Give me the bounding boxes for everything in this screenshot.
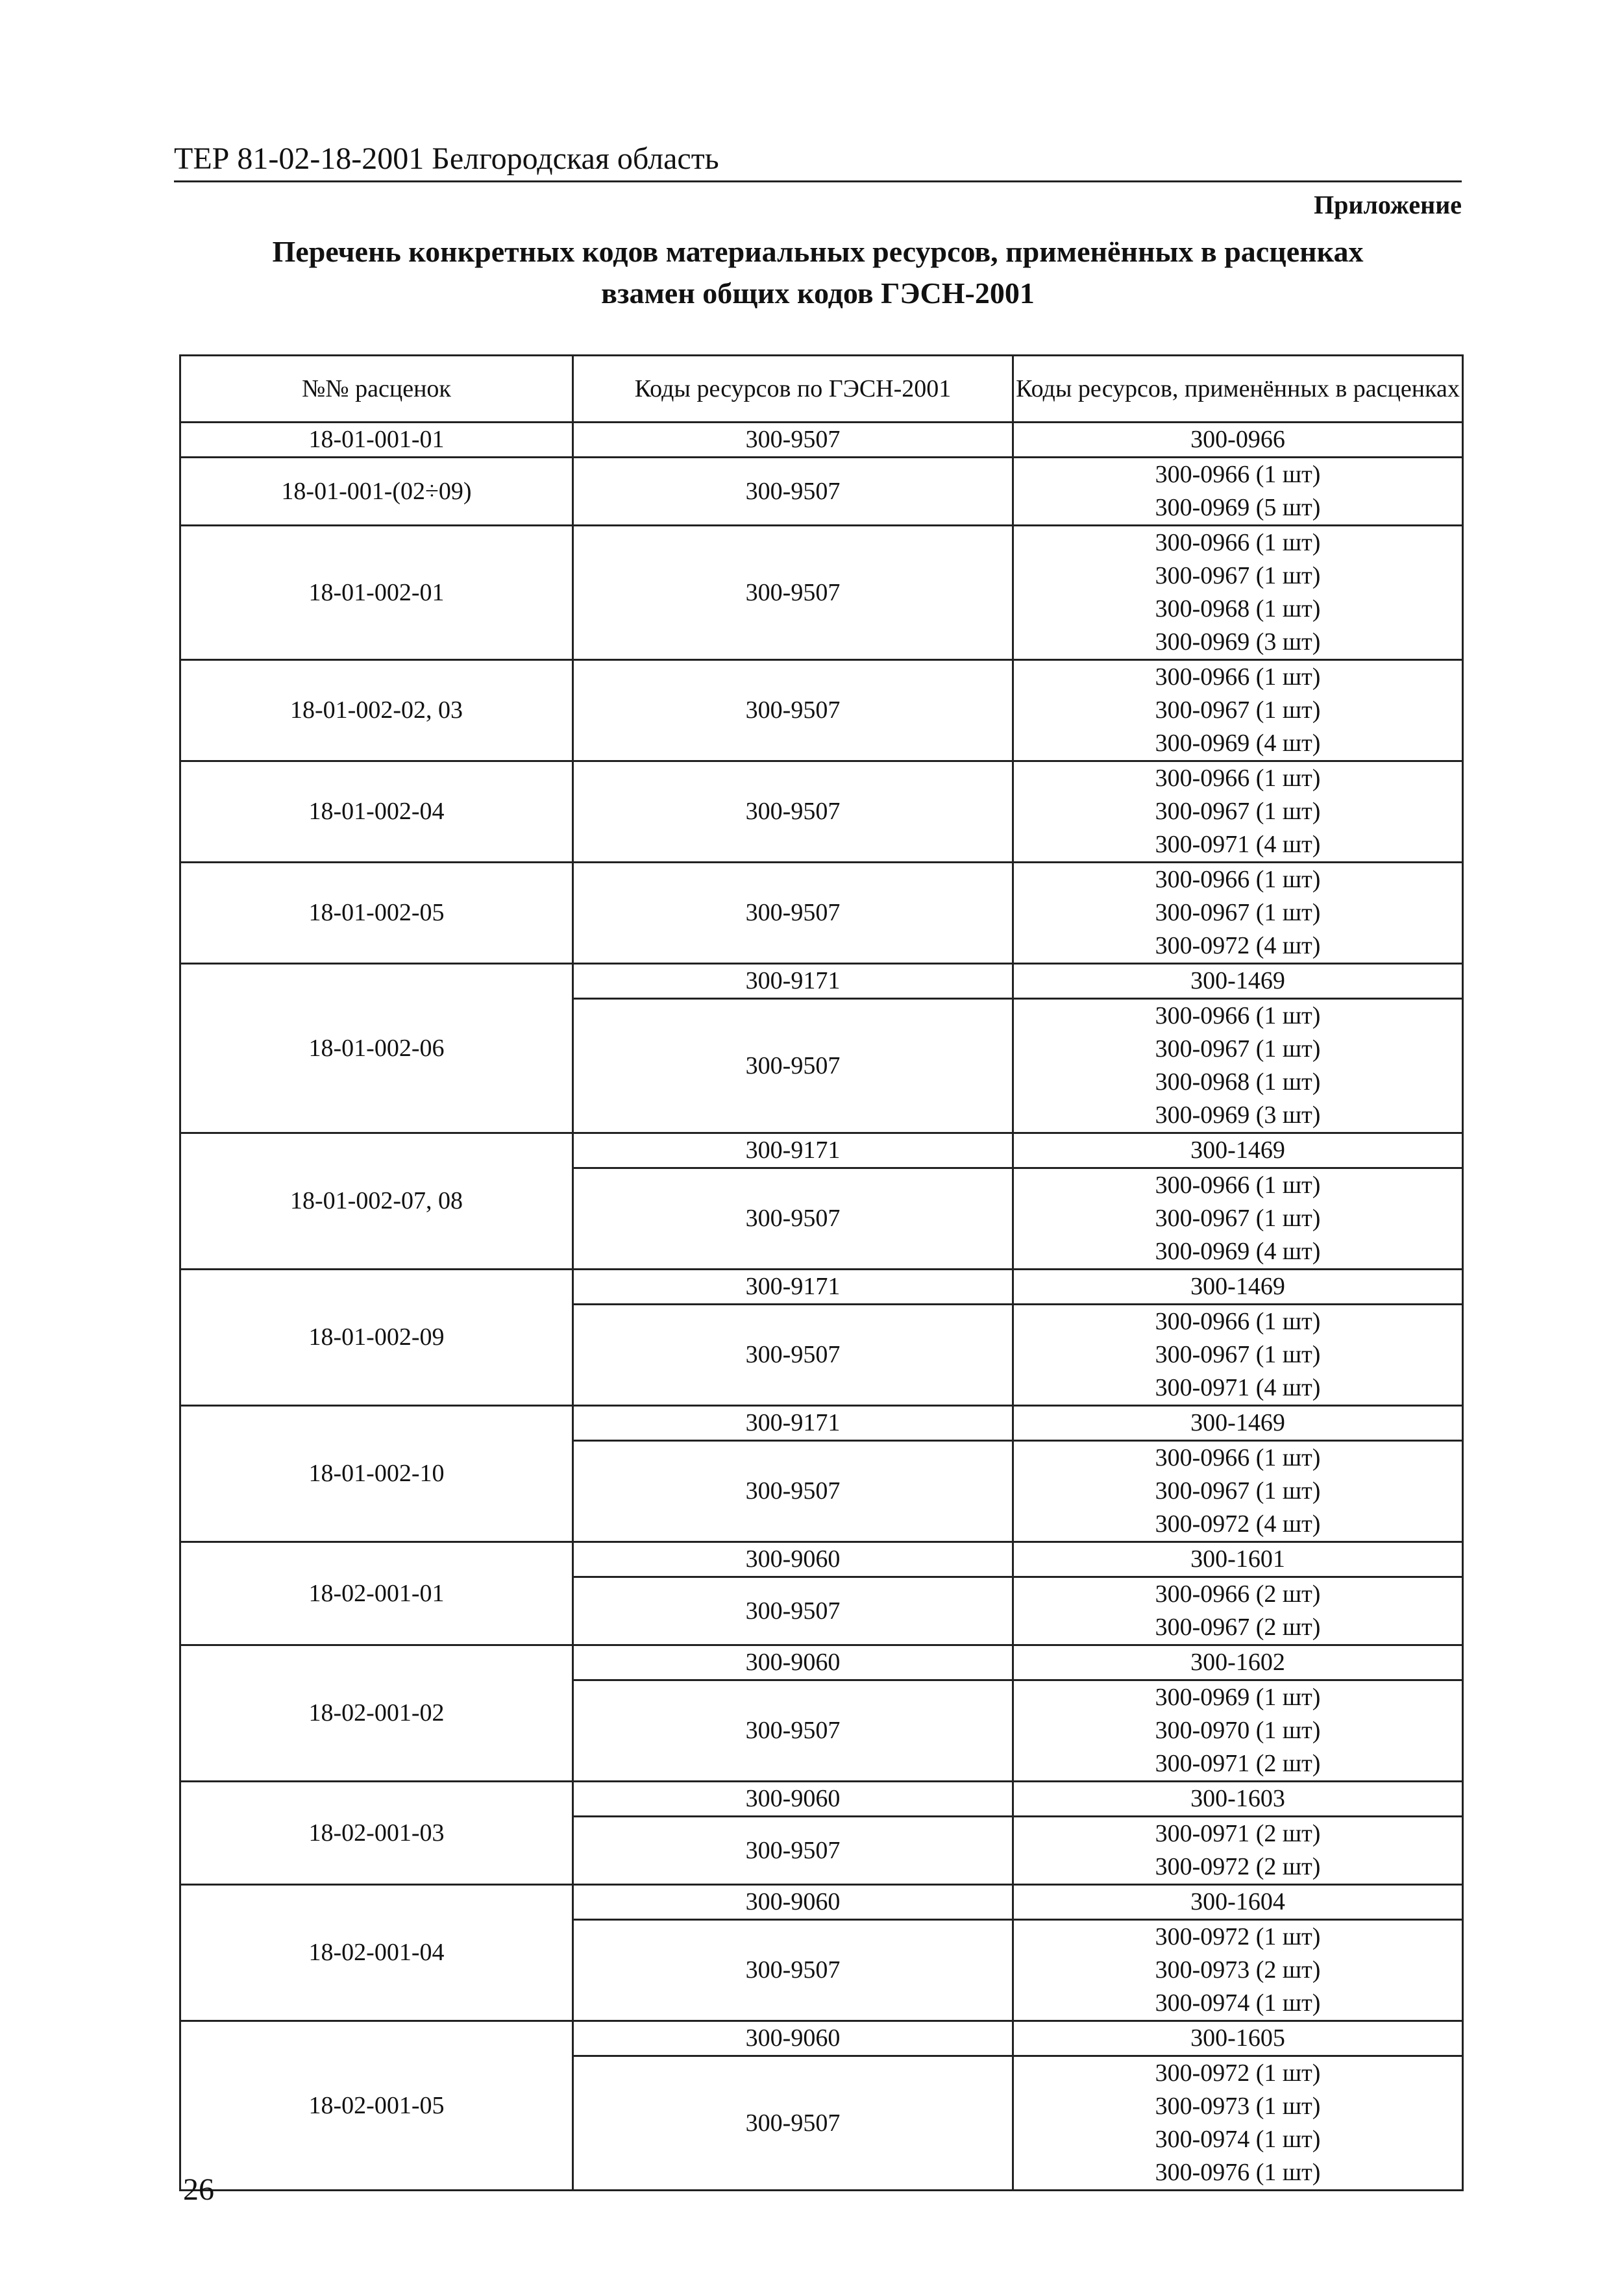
applied-codes-cell	[1013, 1168, 1463, 1270]
gesn-code-cell: 300-9060	[573, 1885, 1013, 1920]
applied-codes-cell	[1013, 1133, 1463, 1168]
applied-code: 300-0967 (1 шт)	[1155, 1341, 1321, 1368]
page-number: 26	[183, 2172, 214, 2207]
table-row	[180, 1645, 1463, 1680]
applied-code: 300-0972 (4 шт)	[1155, 932, 1321, 959]
gesn-code-cell: 300-9507	[573, 1305, 1013, 1406]
applied-codes-cell	[1013, 964, 1463, 999]
column-header-applied-codes: Коды ресурсов, применённых в расценках	[1013, 356, 1463, 423]
gesn-code-cell: 300-9507	[573, 2056, 1013, 2191]
table-row	[180, 526, 1463, 660]
applied-codes-cell	[1013, 863, 1463, 964]
applied-codes-cell	[1013, 1305, 1463, 1406]
applied-codes-cell	[1013, 1920, 1463, 2021]
applied-codes-cell	[1013, 1542, 1463, 1577]
gesn-code-cell: 300-9171	[573, 1133, 1013, 1168]
applied-code: 300-0967 (1 шт)	[1155, 562, 1321, 589]
applied-code: 300-0972 (1 шт)	[1155, 1923, 1321, 1950]
applied-codes-cell	[1013, 1782, 1463, 1817]
title-line-1: Перечень конкретных кодов материальных ресурсов, применённых в расценках	[272, 235, 1364, 268]
rate-number-cell: 18-01-001-01	[180, 423, 573, 458]
applied-code: 300-0966 (1 шт)	[1155, 1308, 1321, 1335]
page-title	[174, 231, 1462, 314]
gesn-code-cell: 300-9507	[573, 423, 1013, 458]
applied-code: 300-0969 (1 шт)	[1155, 1684, 1321, 1711]
applied-code: 300-0966 (1 шт)	[1155, 765, 1321, 792]
applied-code: 300-0966 (1 шт)	[1155, 1444, 1321, 1471]
applied-code: 300-0971 (4 шт)	[1155, 831, 1321, 858]
table-row	[180, 964, 1463, 999]
rate-number-cell: 18-02-001-02	[180, 1645, 573, 1782]
applied-code: 300-1605	[1190, 2024, 1285, 2052]
applied-code: 300-1469	[1190, 1273, 1285, 1300]
rate-number-cell: 18-01-002-09	[180, 1270, 573, 1406]
applied-codes-cell	[1013, 423, 1463, 458]
applied-code: 300-0972 (2 шт)	[1155, 1853, 1321, 1880]
table-row	[180, 660, 1463, 761]
applied-code: 300-0967 (1 шт)	[1155, 1205, 1321, 1232]
document-title: ТЕР 81-02-18-2001 Белгородская область	[174, 141, 719, 176]
gesn-code-cell: 300-9060	[573, 1645, 1013, 1680]
title-line-2: взамен общих кодов ГЭСН-2001	[601, 277, 1035, 310]
applied-code: 300-0968 (1 шт)	[1155, 1068, 1321, 1096]
rate-number-cell: 18-01-002-01	[180, 526, 573, 660]
gesn-code-cell: 300-9507	[573, 458, 1013, 526]
gesn-code-cell: 300-9060	[573, 1782, 1013, 1817]
applied-code: 300-0966	[1190, 426, 1285, 453]
applied-code: 300-0967 (1 шт)	[1155, 1477, 1321, 1505]
applied-code: 300-0971 (2 шт)	[1155, 1820, 1321, 1847]
table-row	[180, 1133, 1463, 1168]
applied-codes-cell	[1013, 1645, 1463, 1680]
rate-number-cell: 18-02-001-01	[180, 1542, 573, 1645]
appendix-label: Приложение	[1314, 190, 1462, 219]
gesn-code-cell: 300-9507	[573, 1817, 1013, 1885]
applied-code: 300-0970 (1 шт)	[1155, 1717, 1321, 1744]
rate-number-cell: 18-02-001-03	[180, 1782, 573, 1885]
applied-codes-cell	[1013, 1270, 1463, 1305]
table-header-row	[180, 356, 1463, 423]
rate-number-cell: 18-01-002-05	[180, 863, 573, 964]
rate-number-cell: 18-01-002-04	[180, 761, 573, 863]
applied-code: 300-0967 (1 шт)	[1155, 1035, 1321, 1063]
applied-code: 300-0966 (1 шт)	[1155, 1172, 1321, 1199]
gesn-code-cell: 300-9171	[573, 1406, 1013, 1441]
applied-code: 300-0971 (4 шт)	[1155, 1374, 1321, 1401]
rate-number-cell: 18-01-002-02, 03	[180, 660, 573, 761]
rate-number-cell: 18-01-002-10	[180, 1406, 573, 1542]
applied-code: 300-0969 (4 шт)	[1155, 1238, 1321, 1265]
applied-code: 300-0974 (1 шт)	[1155, 2126, 1321, 2153]
applied-code: 300-0967 (1 шт)	[1155, 696, 1321, 724]
applied-code: 300-0971 (2 шт)	[1155, 1750, 1321, 1777]
gesn-code-cell: 300-9507	[573, 1168, 1013, 1270]
gesn-code-cell: 300-9171	[573, 1270, 1013, 1305]
applied-code: 300-0967 (2 шт)	[1155, 1614, 1321, 1641]
applied-codes-cell	[1013, 761, 1463, 863]
table-row	[180, 1782, 1463, 1817]
gesn-code-cell: 300-9507	[573, 761, 1013, 863]
running-header	[174, 127, 1462, 182]
gesn-code-cell: 300-9507	[573, 999, 1013, 1133]
applied-code: 300-0966 (1 шт)	[1155, 529, 1321, 556]
gesn-code-cell: 300-9507	[573, 863, 1013, 964]
gesn-code-cell: 300-9507	[573, 1920, 1013, 2021]
applied-codes-cell	[1013, 1885, 1463, 1920]
applied-code: 300-0967 (1 шт)	[1155, 798, 1321, 825]
applied-code: 300-0968 (1 шт)	[1155, 595, 1321, 622]
applied-code: 300-0966 (1 шт)	[1155, 461, 1321, 488]
table-row	[180, 1270, 1463, 1305]
applied-code: 300-0967 (1 шт)	[1155, 899, 1321, 926]
applied-code: 300-0969 (4 шт)	[1155, 730, 1321, 757]
table-row	[180, 2021, 1463, 2056]
applied-code: 300-0976 (1 шт)	[1155, 2159, 1321, 2186]
applied-code: 300-0969 (3 шт)	[1155, 1101, 1321, 1129]
table-body	[180, 423, 1463, 2191]
applied-codes-cell	[1013, 1441, 1463, 1542]
applied-code: 300-0973 (2 шт)	[1155, 1956, 1321, 1984]
gesn-code-cell: 300-9507	[573, 1441, 1013, 1542]
applied-codes-cell	[1013, 458, 1463, 526]
codes-table	[179, 354, 1464, 2191]
applied-code: 300-0966 (2 шт)	[1155, 1580, 1321, 1608]
applied-code: 300-0969 (5 шт)	[1155, 494, 1321, 521]
gesn-code-cell: 300-9507	[573, 1577, 1013, 1645]
column-header-gesn-code: Коды ресурсов по ГЭСН-2001	[573, 356, 1013, 423]
rate-number-cell: 18-01-001-(02÷09)	[180, 458, 573, 526]
applied-code: 300-1469	[1190, 967, 1285, 994]
applied-code: 300-0974 (1 шт)	[1155, 1989, 1321, 2017]
applied-code: 300-1604	[1190, 1888, 1285, 1915]
gesn-code-cell: 300-9507	[573, 1680, 1013, 1782]
rate-number-cell: 18-02-001-04	[180, 1885, 573, 2021]
table-row	[180, 863, 1463, 964]
table-row	[180, 1542, 1463, 1577]
applied-code: 300-1603	[1190, 1785, 1285, 1812]
applied-code: 300-0972 (4 шт)	[1155, 1510, 1321, 1538]
applied-code: 300-0966 (1 шт)	[1155, 1002, 1321, 1029]
table-row	[180, 1885, 1463, 1920]
applied-code: 300-1601	[1190, 1545, 1285, 1573]
applied-codes-cell	[1013, 2021, 1463, 2056]
applied-code: 300-0966 (1 шт)	[1155, 866, 1321, 893]
applied-codes-cell	[1013, 1406, 1463, 1441]
rate-number-cell: 18-01-002-06	[180, 964, 573, 1133]
applied-codes-cell	[1013, 2056, 1463, 2191]
gesn-code-cell: 300-9171	[573, 964, 1013, 999]
table-row	[180, 1406, 1463, 1441]
gesn-code-cell: 300-9507	[573, 660, 1013, 761]
gesn-code-cell: 300-9507	[573, 526, 1013, 660]
applied-code: 300-1469	[1190, 1409, 1285, 1436]
table-row	[180, 761, 1463, 863]
rate-number-cell: 18-02-001-05	[180, 2021, 573, 2191]
gesn-code-cell: 300-9060	[573, 2021, 1013, 2056]
applied-code: 300-1602	[1190, 1649, 1285, 1676]
applied-codes-cell	[1013, 1817, 1463, 1885]
table-row	[180, 458, 1463, 526]
column-header-rate: №№ расценок	[180, 356, 573, 423]
table-row	[180, 423, 1463, 458]
applied-codes-cell	[1013, 1577, 1463, 1645]
applied-codes-cell	[1013, 1680, 1463, 1782]
applied-codes-cell	[1013, 526, 1463, 660]
applied-codes-cell	[1013, 999, 1463, 1133]
applied-code: 300-0966 (1 шт)	[1155, 663, 1321, 691]
applied-code: 300-0972 (1 шт)	[1155, 2059, 1321, 2087]
gesn-code-cell: 300-9060	[573, 1542, 1013, 1577]
rate-number-cell: 18-01-002-07, 08	[180, 1133, 573, 1270]
applied-codes-cell	[1013, 660, 1463, 761]
applied-code: 300-0969 (3 шт)	[1155, 628, 1321, 656]
applied-code: 300-1469	[1190, 1137, 1285, 1164]
applied-code: 300-0973 (1 шт)	[1155, 2093, 1321, 2120]
